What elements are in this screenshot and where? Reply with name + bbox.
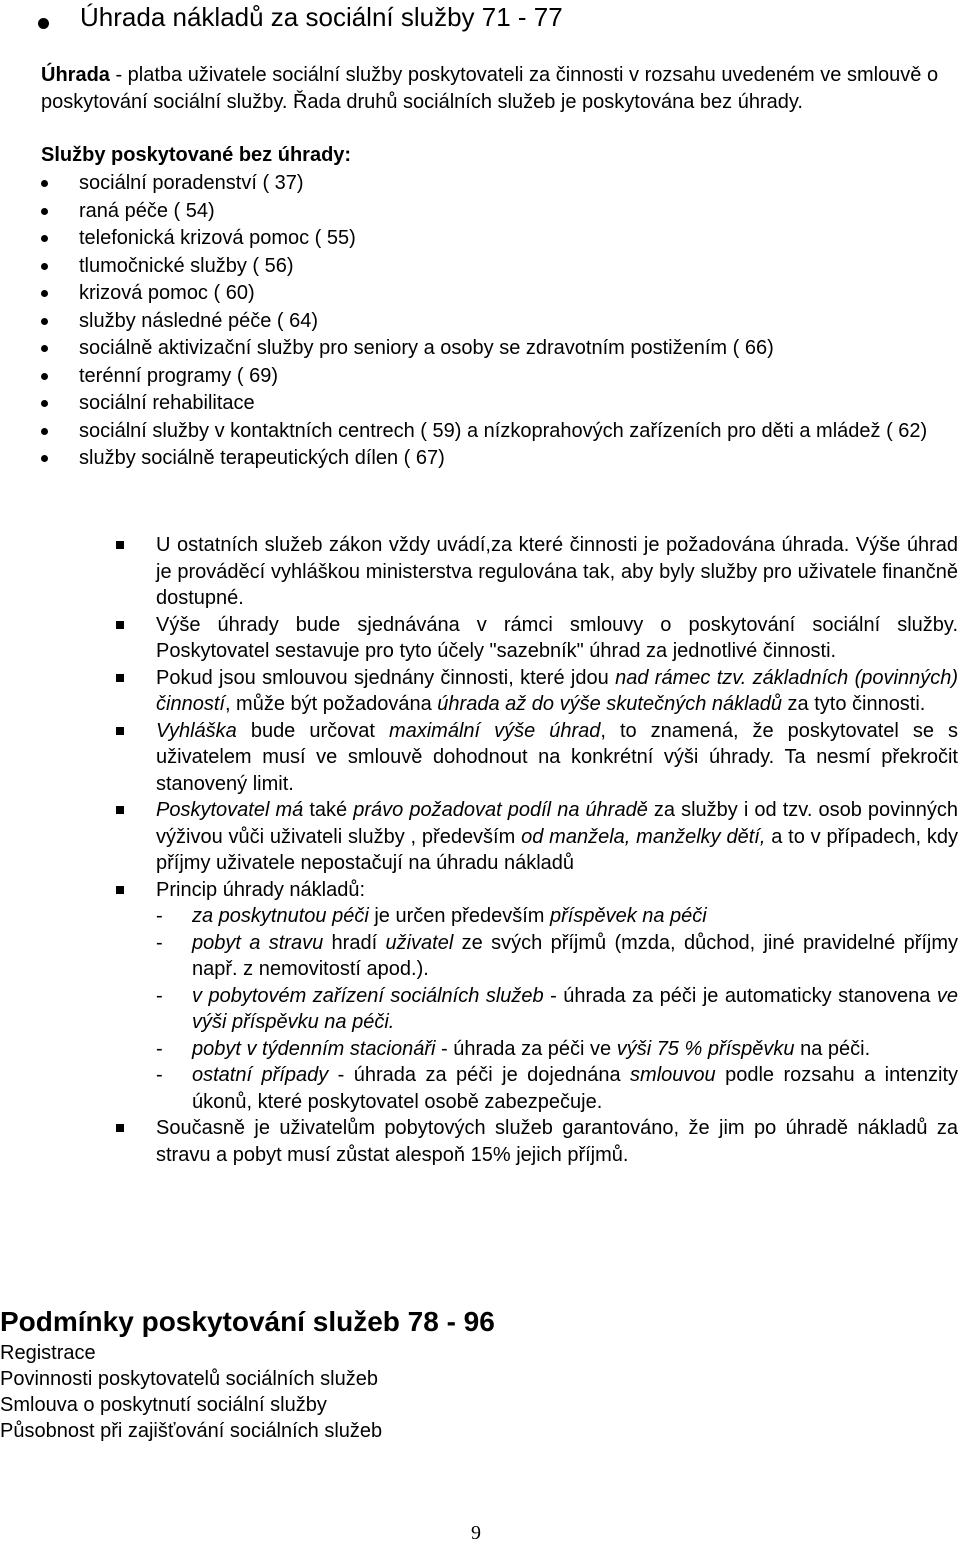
rule-item: Výše úhrady bude sjednávána v rámci smlouvy o poskytování sociální služby. Poskytovatel sestavuje pro tyto účely "sazebník" úhrad za jednotlivé činnosti. bbox=[116, 612, 958, 665]
principle-item: - pobyt a stravu hradí uživatel ze svých příjmů (mzda, důchod, jiné pravidelné příjmy např. z nemovitostí apod.). bbox=[156, 931, 959, 980]
principle-item: - za poskytnutou péči je určen především příspěvek na péči bbox=[156, 903, 958, 930]
bullet-icon bbox=[41, 235, 48, 242]
bullet-icon bbox=[41, 180, 48, 187]
list-item: sociální poradenství ( 37) bbox=[41, 170, 959, 198]
rule-item: Současně je uživatelům pobytových služeb garantováno, že jim po úhradě nákladů za stravu a pobyt musí zůstat alespoň 15% jejich příjmů. bbox=[116, 1115, 958, 1168]
bullet-icon bbox=[41, 345, 48, 352]
free-services-list bbox=[41, 170, 959, 473]
topic-item: Povinnosti poskytovatelů sociálních služeb bbox=[0, 1368, 378, 1390]
list-item: sociální služby v kontaktních centrech ( 59) a nízkoprahových zařízeních pro děti a mládež ( 62) bbox=[41, 418, 959, 446]
section-heading-conditions: Podmínky poskytování služeb 78 - 96 bbox=[0, 1306, 495, 1337]
topic-item: Registrace bbox=[0, 1342, 96, 1364]
page-number: 9 bbox=[471, 1522, 481, 1544]
dash-marker: - bbox=[156, 984, 163, 1007]
list-item: sociální rehabilitace bbox=[41, 390, 959, 418]
principle-item: - v pobytovém zařízení sociálních služeb - úhrada za péči je automaticky stanovena ve výši příspěvku na péči. bbox=[156, 984, 958, 1033]
free-services-heading: Služby poskytované bez úhrady: bbox=[41, 144, 352, 166]
list-item: tlumočnické služby ( 56) bbox=[41, 253, 959, 281]
bullet-icon bbox=[41, 455, 48, 462]
bullet-icon bbox=[41, 400, 48, 407]
intro-paragraph bbox=[41, 62, 956, 115]
payment-principle-list bbox=[156, 903, 958, 1115]
bullet-icon bbox=[41, 208, 48, 215]
square-bullet-icon bbox=[116, 727, 124, 735]
bullet-icon bbox=[41, 428, 48, 435]
rule-item: Poskytovatel má také právo požadovat podíl na úhradě za služby i od tzv. osob povinných výživou vůči uživateli služby , především od manžela, manželky dětí, a to v případech, kdy příjmy uživatele nepostačují na úhradu nákladů bbox=[116, 797, 958, 877]
list-item: telefonická krizová pomoc ( 55) bbox=[41, 225, 959, 253]
intro-term: Úhrada bbox=[41, 64, 110, 86]
bullet-icon bbox=[41, 290, 48, 297]
square-bullet-icon bbox=[116, 674, 124, 682]
topic-item: Smlouva o poskytnutí sociální služby bbox=[0, 1394, 327, 1416]
topics-list bbox=[0, 1340, 382, 1444]
bullet-icon bbox=[41, 373, 48, 380]
dash-marker: - bbox=[156, 1064, 163, 1086]
dash-marker: - bbox=[156, 931, 163, 954]
payment-rules-list bbox=[116, 532, 958, 1168]
intro-text: - platba uživatele sociální služby poskytovateli za činnosti v rozsahu uvedeném ve smlouvě o poskytování sociální služby. Řada druhů sociálních služeb je poskytována bez úhrady. bbox=[41, 64, 939, 113]
principle-item: - ostatní případy - úhrada za péči je dojednána smlouvou podle rozsahu a intenzity úkonů, které poskytovatel osobě zabezpečuje. bbox=[156, 1064, 959, 1113]
topic-item: Působnost při zajišťování sociálních služeb bbox=[0, 1420, 383, 1442]
list-item: krizová pomoc ( 60) bbox=[41, 280, 959, 308]
list-item: služby následné péče ( 64) bbox=[41, 308, 959, 336]
rule-item: U ostatních služeb zákon vždy uvádí,za které činnosti je požadována úhrada. Výše úhrad je prováděcí vyhláškou ministerstva regulována tak, aby byly služby pro uživatele finančně dostupné. bbox=[116, 532, 958, 612]
section-heading-text: Úhrada nákladů za sociální služby 71 - 77 bbox=[80, 2, 563, 32]
dash-marker: - bbox=[156, 905, 163, 927]
list-item: služby sociálně terapeutických dílen ( 67) bbox=[41, 445, 959, 473]
list-item: raná péče ( 54) bbox=[41, 198, 959, 226]
bullet-icon bbox=[41, 318, 48, 325]
square-bullet-icon bbox=[116, 886, 124, 894]
square-bullet-icon bbox=[116, 541, 124, 549]
rule-item: Vyhláška bude určovat maximální výše úhrad, to znamená, že poskytovatel se s uživatelem musí ve smlouvě dohodnout na konkrétní výši úhrady. Ta nesmí překročit stanovený limit. bbox=[116, 718, 958, 798]
rule-item: Princip úhrady nákladů: - za poskytnutou péči je určen především příspěvek na péči - pobyt a stravu hradí uživatel ze svých příjmů (mzda, důchod, jiné pravidelné příjmy např. z nemovitostí apod.). - v pobytovém zařízení sociálních služeb - úhrada za péči je automaticky stanovena ve výši příspěvku na péči. - pobyt v týdenním stacionáři - úhrada za péči ve výši 75 % příspěvku na péči. - ostatní případy - úhrada za péči je dojednána smlouvou podle rozsahu a intenzity úkonů, které poskytovatel osobě zabezpečuje. bbox=[116, 877, 958, 1116]
list-item: terénní programy ( 69) bbox=[41, 363, 959, 391]
square-bullet-icon bbox=[116, 1124, 124, 1132]
dash-marker: - bbox=[156, 1037, 163, 1060]
bullet-icon bbox=[38, 18, 49, 29]
list-item: sociálně aktivizační služby pro seniory a osoby se zdravotním postižením ( 66) bbox=[41, 335, 959, 363]
square-bullet-icon bbox=[116, 806, 124, 814]
bullet-icon bbox=[41, 263, 48, 270]
principle-item: - pobyt v týdenním stacionáři - úhrada za péči ve výši 75 % příspěvku na péči. bbox=[156, 1036, 958, 1063]
square-bullet-icon bbox=[116, 621, 124, 629]
rule-item: Pokud jsou smlouvou sjednány činnosti, které jdou nad rámec tzv. základních (povinných) činností, může být požadována úhrada až do výše skutečných nákladů za tyto činnosti. bbox=[116, 665, 958, 718]
